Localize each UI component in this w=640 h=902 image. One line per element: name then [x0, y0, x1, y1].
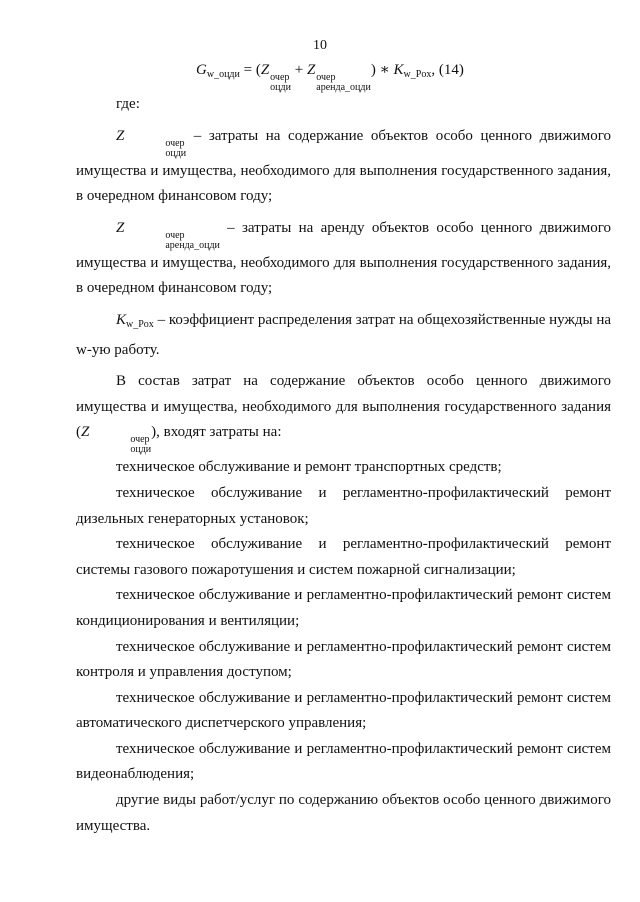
def1-indices	[125, 139, 186, 159]
formula-lhs-sub: w_оцди	[206, 69, 240, 80]
definition-2	[76, 216, 611, 302]
def2-indices	[125, 231, 220, 251]
formula-14	[196, 60, 464, 93]
def2-symbol: Z	[116, 219, 125, 236]
def1-sup: очер	[165, 137, 185, 149]
formula-z2-sub: аренда_оцди	[316, 82, 371, 93]
def3-symbol: K	[116, 311, 127, 328]
formula-plus: +	[290, 62, 307, 78]
def1-sub: оцди	[165, 147, 187, 159]
formula-number: , (14)	[431, 62, 464, 78]
formula-z1-indices	[270, 73, 291, 93]
formula-k: K	[393, 62, 404, 78]
formula-equals: = (	[239, 62, 261, 78]
formula-z2-indices	[316, 73, 371, 93]
def3-text: – коэффициент распределения затрат на общехозяйственные нужды на w-ую работу.	[76, 311, 611, 358]
formula-z1-sub: оцди	[270, 82, 291, 93]
where-label: где:	[116, 96, 140, 112]
composition-symbol: Z	[81, 424, 90, 441]
list-item: техническое обслуживание и регламентно-профилактический ремонт системы газового пожаротушения и систем пожарной сигнализации;	[76, 536, 611, 578]
list-item: техническое обслуживание и ремонт транспортных средств;	[116, 459, 502, 476]
formula-z2-sup: очер	[316, 72, 336, 83]
composition-indices	[90, 435, 151, 455]
formula-k-sub: w_Pox	[403, 69, 432, 80]
composition-sup: очер	[130, 434, 150, 446]
def2-text: – затраты на аренду объектов особо ценного движимого имущества и имущества, необходимого для выполнения государственного задания, в очередном финансовом году;	[76, 219, 611, 297]
formula-z1-sup: очер	[270, 72, 290, 83]
composition-intro	[76, 369, 611, 455]
list-item: другие виды работ/услуг по содержанию объектов особо ценного движимого имущества.	[76, 792, 611, 834]
formula-z2: Z	[306, 62, 316, 78]
list-item: техническое обслуживание и регламентно-профилактический ремонт дизельных генераторных установок;	[76, 484, 611, 527]
list-item: техническое обслуживание и регламентно-профилактический ремонт систем видеонаблюдения;	[76, 740, 611, 783]
formula-z1: Z	[260, 62, 270, 78]
list-item: техническое обслуживание и регламентно-профилактический ремонт систем кондиционирования и вентиляции;	[76, 587, 611, 629]
formula-multiply: ) ∗	[370, 62, 394, 78]
list-item: техническое обслуживание и регламентно-профилактический ремонт систем автоматического диспетчерского управления;	[76, 689, 611, 732]
page-number: 10	[313, 38, 327, 53]
definition-1	[76, 124, 611, 210]
definition-3	[76, 308, 611, 363]
composition-intro-tail: ), входят затраты на:	[151, 424, 282, 441]
def1-text: – затраты на содержание объектов особо ценного движимого имущества и имущества, необходимого для выполнения государственного задания, в очередном финансовом году;	[76, 127, 611, 205]
list-item: техническое обслуживание и регламентно-профилактический ремонт систем контроля и управления доступом;	[76, 638, 611, 681]
composition-intro-text: В состав затрат на содержание объектов особо ценного движимого имущества и имущества, необходимого для выполнения государственного задания (	[76, 373, 611, 441]
def2-sup: очер	[165, 229, 185, 241]
def3-sub: w_Pox	[126, 318, 154, 330]
formula-lhs-var: G	[196, 62, 207, 78]
def1-symbol: Z	[116, 127, 125, 144]
def2-sub: аренда_оцди	[165, 239, 220, 251]
composition-sub: оцди	[130, 444, 152, 456]
body-text	[76, 92, 611, 839]
